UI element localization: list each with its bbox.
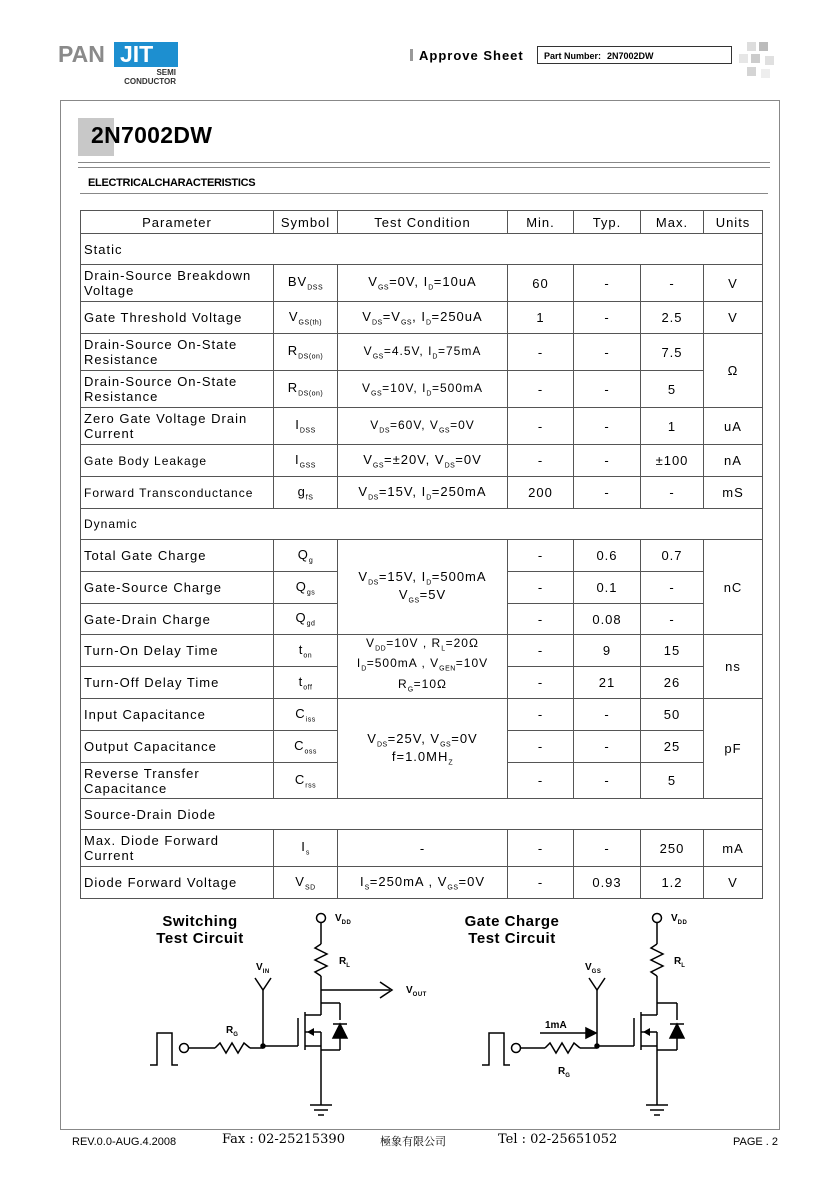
- svg-text:CONDUCTOR: CONDUCTOR: [124, 77, 176, 86]
- capacitance-condition-cell: $V_{DS}=25V$, $V_{GS}=0V$ $f=1.0MH_Z$: [338, 699, 508, 799]
- svg-text:SEMI: SEMI: [156, 68, 176, 77]
- table-row: Input Capacitance $C_{iss}$ $V_{DS}=25V$, $V_{GS}=0V$ $f=1.0MH_Z$ - - 50 pF: [81, 699, 763, 731]
- switching-condition-cell: $V_{DD}=10V$ , $R_L=20\Omega$ $I_D=500mA$ , $V_{GEN}=10V$ $R_G=10\Omega$: [338, 635, 508, 699]
- section-source-drain-diode: Source-Drain Diode: [81, 799, 763, 830]
- switching-test-circuit: [140, 905, 470, 1120]
- table-row: Drain-Source On-State Resistance $R_{DS(on)}$ $V_{GS}=4.5V$, $I_D=75mA$ - - 7.5 Ω: [81, 334, 763, 371]
- section-title: ELECTRICALCHARACTERISTICS: [88, 177, 256, 189]
- table-row: Gate Body Leakage $I_{GSS}$ $V_{GS}=\pm 20V$, $V_{DS}=0V$ - - ±100 nA: [81, 445, 763, 477]
- approve-sheet-label: Approve Sheet: [410, 48, 524, 63]
- company-name: 極象有限公司: [380, 1135, 446, 1148]
- table-row: Reverse Transfer Capacitance $C_{rss}$ - - 5: [81, 763, 763, 799]
- panjit-logo: [58, 40, 183, 90]
- col-header-max: Max.: [641, 211, 704, 234]
- col-header-units: Units: [704, 211, 763, 234]
- gate-charge-test-circuit: [460, 905, 710, 1120]
- rg-label: $R_G$: [558, 1066, 571, 1079]
- rl-label: $R_L$: [339, 956, 351, 969]
- table-row: Turn-Off Delay Time $t_{off}$ - 21 26: [81, 667, 763, 699]
- table-row: Gate Threshold Voltage $V_{GS(th)}$ $V_{DS}=V_{GS}$, $I_D=250uA$ 1 - 2.5 V: [81, 302, 763, 334]
- section-dynamic: Dynamic: [81, 509, 763, 540]
- table-row: Drain-Source Breakdown Voltage $BV_{DSS}$ $V_{GS}=0V$, $I_D=10uA$ 60 - - V: [81, 265, 763, 302]
- rg-label: $R_G$: [226, 1025, 239, 1038]
- table-header-row: [81, 211, 763, 234]
- table-row: Zero Gate Voltage Drain Current $I_{DSS}$ $V_{DS}=60V$, $V_{GS}=0V$ - - 1 uA: [81, 408, 763, 445]
- table-row: Diode Forward Voltage $V_{SD}$ $I_S=250mA$ , $V_{GS}=0V$ - 0.93 1.2 V: [81, 867, 763, 899]
- col-header-symbol: Symbol: [274, 211, 338, 234]
- section-static: Static: [81, 234, 763, 265]
- electrical-characteristics-table: [80, 210, 763, 899]
- vin-label: $V_{IN}$: [256, 962, 270, 975]
- charge-condition-cell: $V_{DS}=15V$, $I_D=500mA$ $V_{GS}=5V$: [338, 540, 508, 635]
- table-row: Forward Transconductance $g_{fS}$ $V_{DS}=15V$, $I_D=250mA$ 200 - - mS: [81, 477, 763, 509]
- section-rule: [80, 193, 768, 194]
- col-header-min: Min.: [508, 211, 574, 234]
- table-row: Output Capacitance $C_{oss}$ - - 25: [81, 731, 763, 763]
- gate-charge-circuit-caption: Gate Charge Test Circuit: [464, 913, 560, 947]
- vdd-label: $V_{DD}$: [671, 913, 688, 926]
- col-header-test-condition: Test Condition: [338, 211, 508, 234]
- vdd-label: $V_{DD}$: [335, 913, 352, 926]
- col-header-typ: Typ.: [574, 211, 641, 234]
- rl-label: $R_L$: [674, 956, 686, 969]
- title-rule-2: [78, 167, 770, 168]
- vgs-label: $V_{GS}$: [585, 962, 602, 975]
- table-row: Gate-Drain Charge $Q_{gd}$ - 0.08 -: [81, 604, 763, 635]
- svg-text:PAN: PAN: [58, 41, 105, 67]
- table-row: Gate-Source Charge $Q_{gs}$ - 0.1 -: [81, 572, 763, 604]
- table-row: Total Gate Charge $Q_g$ $V_{DS}=15V$, $I_D=500mA$ $V_{GS}=5V$ - 0.6 0.7 nC: [81, 540, 763, 572]
- condition-cell: $V_{GS}=0V$, $I_D=10uA$: [338, 265, 508, 302]
- switching-circuit-caption: Switching Test Circuit: [156, 913, 244, 947]
- current-label: 1mA: [545, 1020, 567, 1031]
- table-row: Drain-Source On-State Resistance $R_{DS(on)}$ $V_{GS}=10V$, $I_D=500mA$ - - 5: [81, 371, 763, 408]
- svg-text:JIT: JIT: [120, 41, 154, 67]
- title-rule: [78, 162, 770, 163]
- telephone-number: Tel : 02-25651052: [498, 1132, 618, 1147]
- col-header-parameter: Parameter: [81, 211, 274, 234]
- fax-number: Fax : 02-25215390: [222, 1132, 345, 1147]
- decorative-squares: [735, 38, 780, 83]
- table-row: Turn-On Delay Time $t_{on}$ $V_{DD}=10V$ , $R_L=20\Omega$ $I_D=500mA$ , $V_{GEN}=10V$ $R_G=10\Omega$ - 9 15 ns: [81, 635, 763, 667]
- symbol-cell: $BV_{DSS}$: [274, 265, 338, 302]
- revision-text: REV.0.0-AUG.4.2008: [72, 1136, 177, 1148]
- vout-label: $V_{OUT}$: [406, 985, 427, 998]
- page-title: 2N7002DW: [91, 122, 213, 148]
- page-number: PAGE . 2: [733, 1136, 779, 1148]
- part-number-box: Part Number: 2N7002DW: [537, 46, 732, 64]
- table-row: Max. Diode Forward Current $I_s$ - - - 250 mA: [81, 830, 763, 867]
